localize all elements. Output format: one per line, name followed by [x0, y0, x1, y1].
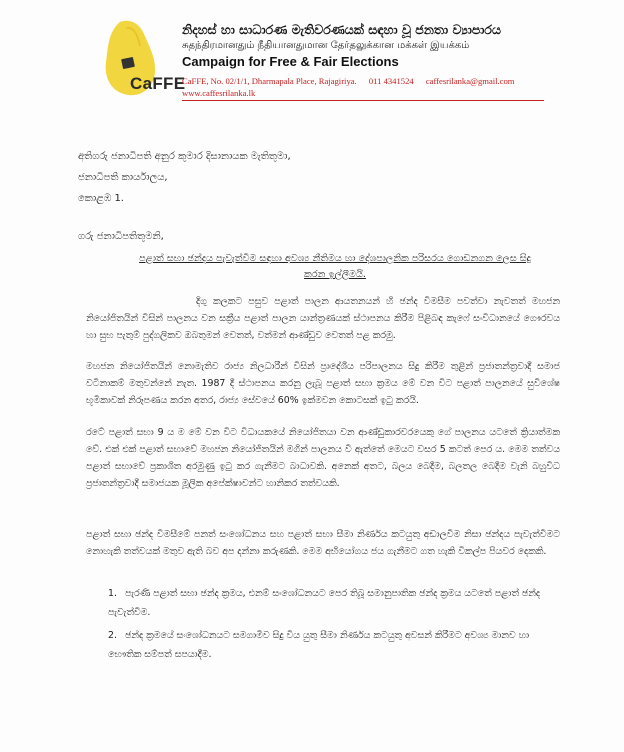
recipient-line-1: අතිගරු ජනාධිපති අනුර කුමාර දිසානායක මැතිතුමා,	[78, 151, 291, 162]
org-website: www.caffesrilanka.lk	[182, 88, 256, 98]
salutation: ගරු ජනාධිපතිතුමනි,	[78, 231, 164, 242]
org-name-sinhala: නිදහස් හා සාධාරණ මැතිවරණයක් සඳහා වූ ජනතා ව්‍යාපාරය	[182, 22, 501, 37]
paragraph-3: රටේ පළාත් සභා 9 ය ම මේ වන විට විධායකයේ නියෝජිතයා වන ආණ්ඩුකාරවරයෙකු ගේ පාලනය යටතේ ක්‍රියාත්මක වේ. එක් එක් පළාත් සභාවේ මහජන නියෝජිතයින් මගින් පාලනය වී ඇත්තේ මෙයට වසර 5 කටත් පෙර ය. මෙම තත්වය පළාත් සභාවේ ප්‍රකාශිත අරමුණු ඉටු කර ගැනීමට බාධාවකි. අනෙක් අතට, බලය බෙදීම, බලතල බෙදීම වැනි බහුවිධ ප්‍රජාතන්ත්‍රවාදී සමාජයක මූලික අපේක්ෂාවන්ට හානිකර තත්වයකි.	[86, 427, 560, 489]
recipient-address	[78, 146, 291, 209]
subject-line: පළාත් සභා ඡන්දය පැවැත්වීම සඳහා අවශ්‍ය නීතිමය හා දේශපාලනික පරිසරය ගොඩනගන ලෙස සිදු කරන ඉල්ලීමයි.	[139, 253, 531, 280]
paragraph-2: මහජන නියෝජිතයින් නොමැතිව රාජ්‍ය නිලධාරීන් විසින් ප්‍රාදේශීය පරිපාලනය සිදු කිරීම තුළින් ප්‍රජාතන්ත්‍රවාදී සමාජ වටිනාකම් මතුවන්නේ නැත. 1987 දී ස්ථාපනය කරනු ලැබූ පළාත් සභා ක්‍රමය මේ වන විට පළාත් පාලනයේ සුවිශේෂ භූමිකාවක් නිරූපණය කරන අතර, රාජ්‍ය සේවයේ 60% ඉක්මවන කොටසක් ඉටු කරයි.	[86, 361, 560, 406]
option-item-1	[108, 584, 560, 622]
contact-line	[182, 76, 524, 86]
option-number: 1.	[108, 588, 117, 599]
option-text: ඡන්ද ක්‍රමයේ සංශෝධනයට සමගාමීව සිදු විය යුතු සීමා නිර්ණය කටයුතු අවසන් කිරීමට අවශ්‍ය මානව හා භෞතික සම්පත් සපයාදීම.	[108, 630, 530, 660]
org-phone: 011 4341524	[368, 76, 414, 86]
option-number: 2.	[108, 630, 117, 641]
recipient-line-3: කොළඹ 1.	[78, 193, 124, 204]
header-divider	[182, 100, 544, 101]
option-text: පැරණි පළාත් සභා ඡන්ද ක්‍රමය, එනම් සංශෝධනයට පෙර තිබූ සමානුපාතික ඡන්ද ක්‍රමය යටතේ පළාත් ඡන්ද පැවැත්වීම.	[108, 588, 541, 618]
paragraph-1: දිගු කලකට පසුව පළාත් පාලන ආයතනයන් හි ඡන්ද විමසීම පවත්වා නැවතත් මහජන නියෝජිතයින් විසින් පාලනය වන සක්‍රීය පළාත් පාලන යාන්ත්‍රණයක් ස්ථාපනය කිරීම පිළිබඳ කැෆේ සංවිධානයේ ගෞරවය හා සුභ පැතුම් පුද්ගලිකව ඔබතුමන් වෙතත්, වත්මන් ආණ්ඩුව වෙතත් පළ කරමු.	[86, 296, 560, 341]
org-email: caffesrilanka@gmail.com	[425, 76, 515, 86]
org-address: CaFFE, No. 02/1/1, Dharmapala Place, Rajagiriya.	[182, 76, 357, 86]
logo-wordmark: CaFFE	[130, 74, 186, 93]
recipient-line-2: ජනාධිපති කාර්යාලය,	[78, 172, 168, 183]
option-item-2	[108, 626, 560, 664]
org-name-tamil: சுதந்திரமானதும் நீதியானதுமான தேர்தலுக்கான மக்கள் இயக்கம்	[182, 40, 470, 51]
org-name-english: Campaign for Free & Fair Elections	[182, 54, 399, 69]
paragraph-4: පළාත් සභා ඡන්ද විමසීමේ පනත් සංශෝධනය සහ පළාත් සභා සීමා නිර්ණය කටයුතු අඩාලවීම නිසා ඡන්දය පැවැත්වීමට නොහැකි තත්වයක් මතුව ඇති බව අප දන්නා කරුණකි. මෙම අභියෝගය ජය ගැනීමට ගත හැකි විකල්ප පියවර දෙකකි.	[86, 529, 560, 557]
organization-header	[182, 22, 602, 69]
